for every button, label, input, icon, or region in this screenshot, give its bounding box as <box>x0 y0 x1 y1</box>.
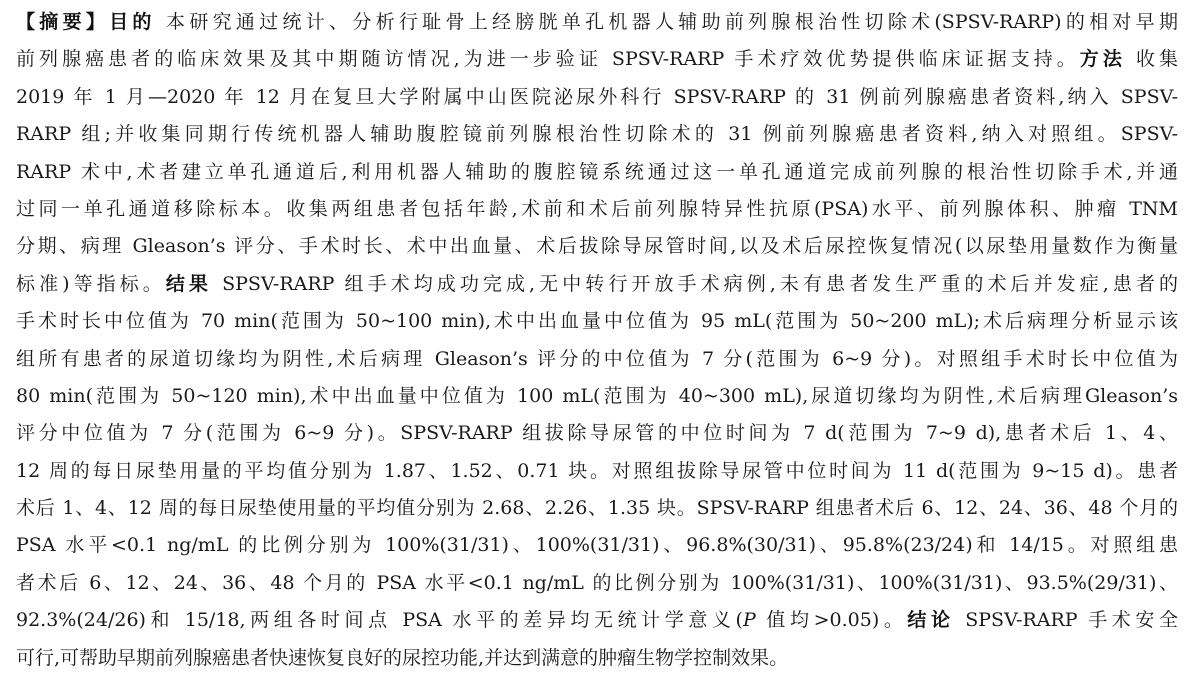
abstract-line-11: 80 min(范围为 50~120 min),术中出血量中位值为 100 mL(范围为 40~300 mL),尿道切缘均为阴性,术后病理Gleason’s <box>16 384 1178 407</box>
objective-heading: 目的 <box>109 11 156 33</box>
abstract-line-2 <box>16 41 1178 78</box>
results-heading: 结果 <box>165 272 212 295</box>
abstract-line-10: 组所有患者的尿道切缘均为阴性,术后病理 Gleason’s 评分的中位值为 7 分(范围为 6~9 分)。对照组手术时长中位值为 <box>16 347 1178 370</box>
abstract-paragraph <box>16 4 1178 677</box>
results-text-end: 92.3%(24/26)和 15/18,两组各时间点 PSA 水平的差异均无统计学意义( <box>16 609 743 632</box>
abstract-line-1 <box>16 4 1178 41</box>
results-text: SPSV-RARP 组手术均成功完成,无中转行开放手术病例,未有患者发生严重的术后并发症,患者的 <box>222 272 1178 295</box>
abstract-line-8 <box>16 266 1178 303</box>
abstract-line-3: 2019 年 1 月—2020 年 12 月在复旦大学附属中山医院泌尿外科行 SPSV-RARP 的 31 例前列腺癌患者资料,纳入 SPSV- <box>16 85 1178 108</box>
results-text-end-2: 值均>0.05)。 <box>755 609 908 632</box>
abstract-line-5: RARP 术中,术者建立单孔通道后,利用机器人辅助的腹腔镜系统通过这一单孔通道完成前列腺的根治性切除手术,并通 <box>16 160 1178 183</box>
abstract-line-18: 可行,可帮助早期前列腺癌患者快速恢复良好的尿控功能,并达到满意的肿瘤生物学控制效果。 <box>16 646 789 669</box>
abstract-line-6: 过同一单孔通道移除标本。收集两组患者包括年龄,术前和术后前列腺特异性抗原(PSA)水平、前列腺体积、肿瘤 TNM <box>16 197 1178 220</box>
abstract-line-15: PSA 水平<0.1 ng/mL 的比例分别为 100%(31/31)、100%(31/31)、96.8%(30/31)、95.8%(23/24)和 14/15。对照组患 <box>16 534 1178 557</box>
abstract-line-9: 手术时长中位值为 70 min(范围为 50~100 min),术中出血量中位值为 95 mL(范围为 50~200 mL);术后病理分析显示该 <box>16 310 1178 333</box>
abstract-line-16: 者术后 6、12、24、36、48 个月的 PSA 水平<0.1 ng/mL 的比例分别为 100%(31/31)、100%(31/31)、93.5%(29/31)、 <box>16 571 1178 594</box>
objective-text: 本研究通过统计、分析行耻骨上经膀胱单孔机器人辅助前列腺根治性切除术(SPSV-RARP)的相对早期 <box>166 11 1178 33</box>
abstract-line-4: RARP 组;并收集同期行传统机器人辅助腹腔镜前列腺根治性切除术的 31 例前列腺癌患者资料,纳入对照组。SPSV- <box>16 123 1178 146</box>
abstract-line-7: 分期、病理 Gleason’s 评分、手术时长、术中出血量、术后拔除导尿管时间,以及术后尿控恢复情况(以尿垫用量数作为衡量 <box>16 235 1178 258</box>
conclusion-text: SPSV-RARP 手术安全 <box>965 609 1178 632</box>
conclusion-heading: 结论 <box>907 609 955 632</box>
abstract-line-17 <box>16 602 1178 639</box>
methods-text: 收集 <box>1135 48 1178 71</box>
methods-heading: 方法 <box>1079 48 1126 71</box>
abstract-line-14: 术后 1、4、12 周的每日尿垫使用量的平均值分别为 2.68、2.26、1.35 块。SPSV-RARP 组患者术后 6、12、24、36、48 个月的 <box>16 497 1178 520</box>
p-value-symbol: P <box>742 609 756 632</box>
objective-text-cont: 前列腺癌患者的临床效果及其中期随访情况,为进一步验证 SPSV-RARP 手术疗效优势提供临床证据支持。 <box>16 48 1080 71</box>
abstract-line-12: 评分中位值为 7 分(范围为 6~9 分)。SPSV-RARP 组拔除导尿管的中位时间为 7 d(范围为 7~9 d),患者术后 1、4、 <box>16 422 1178 445</box>
abstract-label: 【摘要】 <box>16 11 110 33</box>
abstract-line-13: 12 周的每日尿垫用量的平均值分别为 1.87、1.52、0.71 块。对照组拔除导尿管中位时间为 11 d(范围为 9~15 d)。患者 <box>16 459 1178 482</box>
methods-text-end: 标准)等指标。 <box>16 272 166 295</box>
